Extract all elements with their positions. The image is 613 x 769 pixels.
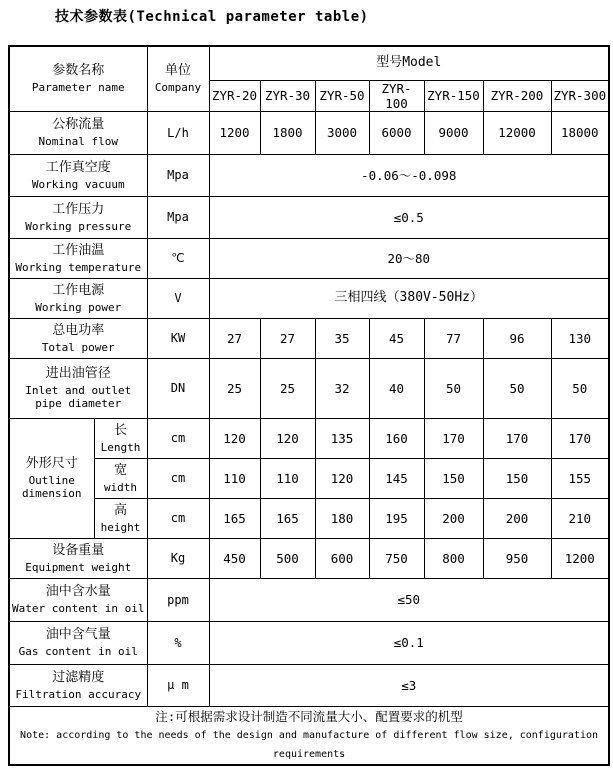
- value-cell: 165: [260, 498, 315, 538]
- technical-parameter-table: [8, 45, 610, 766]
- row-filtration-accuracy: [9, 664, 609, 706]
- value-cell: 210: [551, 498, 609, 538]
- span-value-cell: 20～80: [209, 238, 609, 278]
- param-en: Inlet and outlet pipe diameter: [25, 383, 132, 411]
- sub-param-en: width: [103, 480, 138, 494]
- row-working-power: [9, 278, 609, 318]
- value-cell: 1200: [551, 538, 609, 578]
- unit-cell: ppm: [147, 578, 209, 621]
- value-cell: 160: [369, 418, 424, 458]
- model-header-zyr-300: ZYR-300: [551, 80, 609, 111]
- value-cell: 170: [551, 418, 609, 458]
- value-cell: 600: [315, 538, 369, 578]
- param-name-cell: [9, 538, 147, 578]
- span-value-cell: ≤3: [209, 664, 609, 706]
- param-zh: 油中含气量: [45, 627, 111, 643]
- outline-sub-height: [94, 498, 147, 538]
- row-outline-height: [9, 498, 609, 538]
- model-header-zyr-50: ZYR-50: [315, 80, 369, 111]
- header-unit-en: Company: [154, 81, 202, 95]
- value-cell: 120: [315, 458, 369, 498]
- param-name-cell: [9, 278, 147, 318]
- row-working-temperature: [9, 238, 609, 278]
- value-cell: 120: [260, 418, 315, 458]
- header-param-name-en: Parameter name: [31, 81, 125, 95]
- unit-cell: L/h: [147, 111, 209, 154]
- param-zh: 公称流量: [52, 117, 105, 133]
- unit-cell: μ m: [147, 664, 209, 706]
- row-outline-width: [9, 458, 609, 498]
- value-cell: 180: [315, 498, 369, 538]
- value-cell: 1200: [209, 111, 260, 154]
- unit-cell: DN: [147, 358, 209, 418]
- unit-cell: cm: [147, 458, 209, 498]
- model-header-zyr-150: ZYR-150: [424, 80, 483, 111]
- value-cell: 500: [260, 538, 315, 578]
- header-row-1: [9, 46, 609, 80]
- value-cell: 150: [424, 458, 483, 498]
- value-cell: 170: [424, 418, 483, 458]
- span-value-cell: 三相四线（380V-50Hz）: [209, 278, 609, 318]
- unit-cell: %: [147, 621, 209, 664]
- sub-param-zh: 宽: [113, 462, 127, 478]
- row-outline-length: [9, 418, 609, 458]
- model-header-zyr-30: ZYR-30: [260, 80, 315, 111]
- row-gas-content: [9, 621, 609, 664]
- param-en: Total power: [41, 340, 115, 354]
- value-cell: 1800: [260, 111, 315, 154]
- model-header-zyr-200: ZYR-200: [483, 80, 551, 111]
- param-en: Outline dimension: [21, 473, 82, 501]
- value-cell: 50: [483, 358, 551, 418]
- param-zh: 工作压力: [52, 201, 105, 217]
- value-cell: 3000: [315, 111, 369, 154]
- row-nominal-flow: [9, 111, 609, 154]
- value-cell: 135: [315, 418, 369, 458]
- param-name-cell: [9, 238, 147, 278]
- unit-cell: Kg: [147, 538, 209, 578]
- value-cell: 195: [369, 498, 424, 538]
- param-zh: 设备重量: [52, 542, 105, 558]
- param-zh: 油中含水量: [45, 584, 111, 600]
- param-name-cell: [9, 318, 147, 358]
- value-cell: 155: [551, 458, 609, 498]
- document-title: 技术参数表(Technical parameter table): [55, 9, 369, 25]
- note-cell: [9, 706, 609, 765]
- param-zh: 工作真空度: [45, 159, 111, 175]
- value-cell: 165: [209, 498, 260, 538]
- value-cell: 35: [315, 318, 369, 358]
- unit-cell: KW: [147, 318, 209, 358]
- value-cell: 40: [369, 358, 424, 418]
- value-cell: 950: [483, 538, 551, 578]
- unit-cell: cm: [147, 498, 209, 538]
- value-cell: 27: [209, 318, 260, 358]
- param-en: Working power: [35, 300, 122, 314]
- model-header-zyr-100: ZYR-100: [369, 80, 424, 111]
- param-name-cell: [9, 111, 147, 154]
- param-zh: 过滤精度: [52, 669, 105, 685]
- param-en: Working temperature: [15, 260, 142, 274]
- value-cell: 25: [260, 358, 315, 418]
- header-param-name-zh: 参数名称: [52, 63, 105, 79]
- value-cell: 27: [260, 318, 315, 358]
- unit-cell: ℃: [147, 238, 209, 278]
- sub-param-en: Length: [100, 440, 141, 454]
- span-value-cell: -0.06～-0.098: [209, 154, 609, 196]
- row-pipe-diameter: [9, 358, 609, 418]
- value-cell: 200: [424, 498, 483, 538]
- header-unit: [147, 46, 209, 111]
- header-param-name: [9, 46, 147, 111]
- value-cell: 9000: [424, 111, 483, 154]
- param-en: Gas content in oil: [18, 645, 138, 659]
- row-water-content: [9, 578, 609, 621]
- param-zh: 工作电源: [52, 282, 105, 298]
- span-value-cell: ≤0.1: [209, 621, 609, 664]
- row-total-power: [9, 318, 609, 358]
- param-name-cell: [9, 358, 147, 418]
- param-en: Working pressure: [25, 219, 132, 233]
- unit-cell: cm: [147, 418, 209, 458]
- outline-sub-width: [94, 458, 147, 498]
- row-working-pressure: [9, 196, 609, 238]
- value-cell: 150: [483, 458, 551, 498]
- value-cell: 170: [483, 418, 551, 458]
- value-cell: 96: [483, 318, 551, 358]
- param-name-cell: [9, 578, 147, 621]
- row-working-vacuum: [9, 154, 609, 196]
- param-en: Working vacuum: [31, 177, 125, 191]
- param-name-cell: [9, 664, 147, 706]
- param-en: Water content in oil: [12, 602, 145, 616]
- value-cell: 120: [209, 418, 260, 458]
- unit-cell: V: [147, 278, 209, 318]
- value-cell: 130: [551, 318, 609, 358]
- value-cell: 750: [369, 538, 424, 578]
- param-zh: 进出油管径: [45, 365, 111, 381]
- span-value-cell: ≤0.5: [209, 196, 609, 238]
- note-en: Note: according to the needs of the design and manufacture of different flow size, configuration requirements: [20, 729, 599, 760]
- sub-param-zh: 高: [113, 502, 127, 518]
- param-zh: 工作油温: [52, 242, 105, 258]
- row-equipment-weight: [9, 538, 609, 578]
- param-en: Equipment weight: [25, 560, 132, 574]
- param-zh: 总电功率: [52, 322, 105, 338]
- param-en: Nominal flow: [38, 135, 118, 149]
- value-cell: 200: [483, 498, 551, 538]
- sub-param-zh: 长: [113, 422, 127, 438]
- param-en: Filtration accuracy: [15, 687, 142, 701]
- value-cell: 45: [369, 318, 424, 358]
- value-cell: 77: [424, 318, 483, 358]
- outline-sub-length: [94, 418, 147, 458]
- value-cell: 25: [209, 358, 260, 418]
- row-note: [9, 706, 609, 765]
- header-unit-zh: 单位: [164, 63, 191, 79]
- param-name-cell: [9, 154, 147, 196]
- value-cell: 800: [424, 538, 483, 578]
- outline-dimension-group-cell: [9, 418, 94, 538]
- value-cell: 12000: [483, 111, 551, 154]
- value-cell: 110: [209, 458, 260, 498]
- value-cell: 32: [315, 358, 369, 418]
- value-cell: 50: [424, 358, 483, 418]
- note-zh: 注:可根据需求设计制造不同流量大小、配置要求的机型: [155, 708, 463, 724]
- model-header-zyr-20: ZYR-20: [209, 80, 260, 111]
- param-name-cell: [9, 196, 147, 238]
- value-cell: 18000: [551, 111, 609, 154]
- sub-param-en: height: [100, 520, 141, 534]
- value-cell: 110: [260, 458, 315, 498]
- value-cell: 6000: [369, 111, 424, 154]
- value-cell: 50: [551, 358, 609, 418]
- param-name-cell: [9, 621, 147, 664]
- value-cell: 450: [209, 538, 260, 578]
- param-zh: 外形尺寸: [25, 455, 78, 471]
- unit-cell: Mpa: [147, 196, 209, 238]
- span-value-cell: ≤50: [209, 578, 609, 621]
- header-model-label: 型号Model: [209, 46, 609, 80]
- unit-cell: Mpa: [147, 154, 209, 196]
- value-cell: 145: [369, 458, 424, 498]
